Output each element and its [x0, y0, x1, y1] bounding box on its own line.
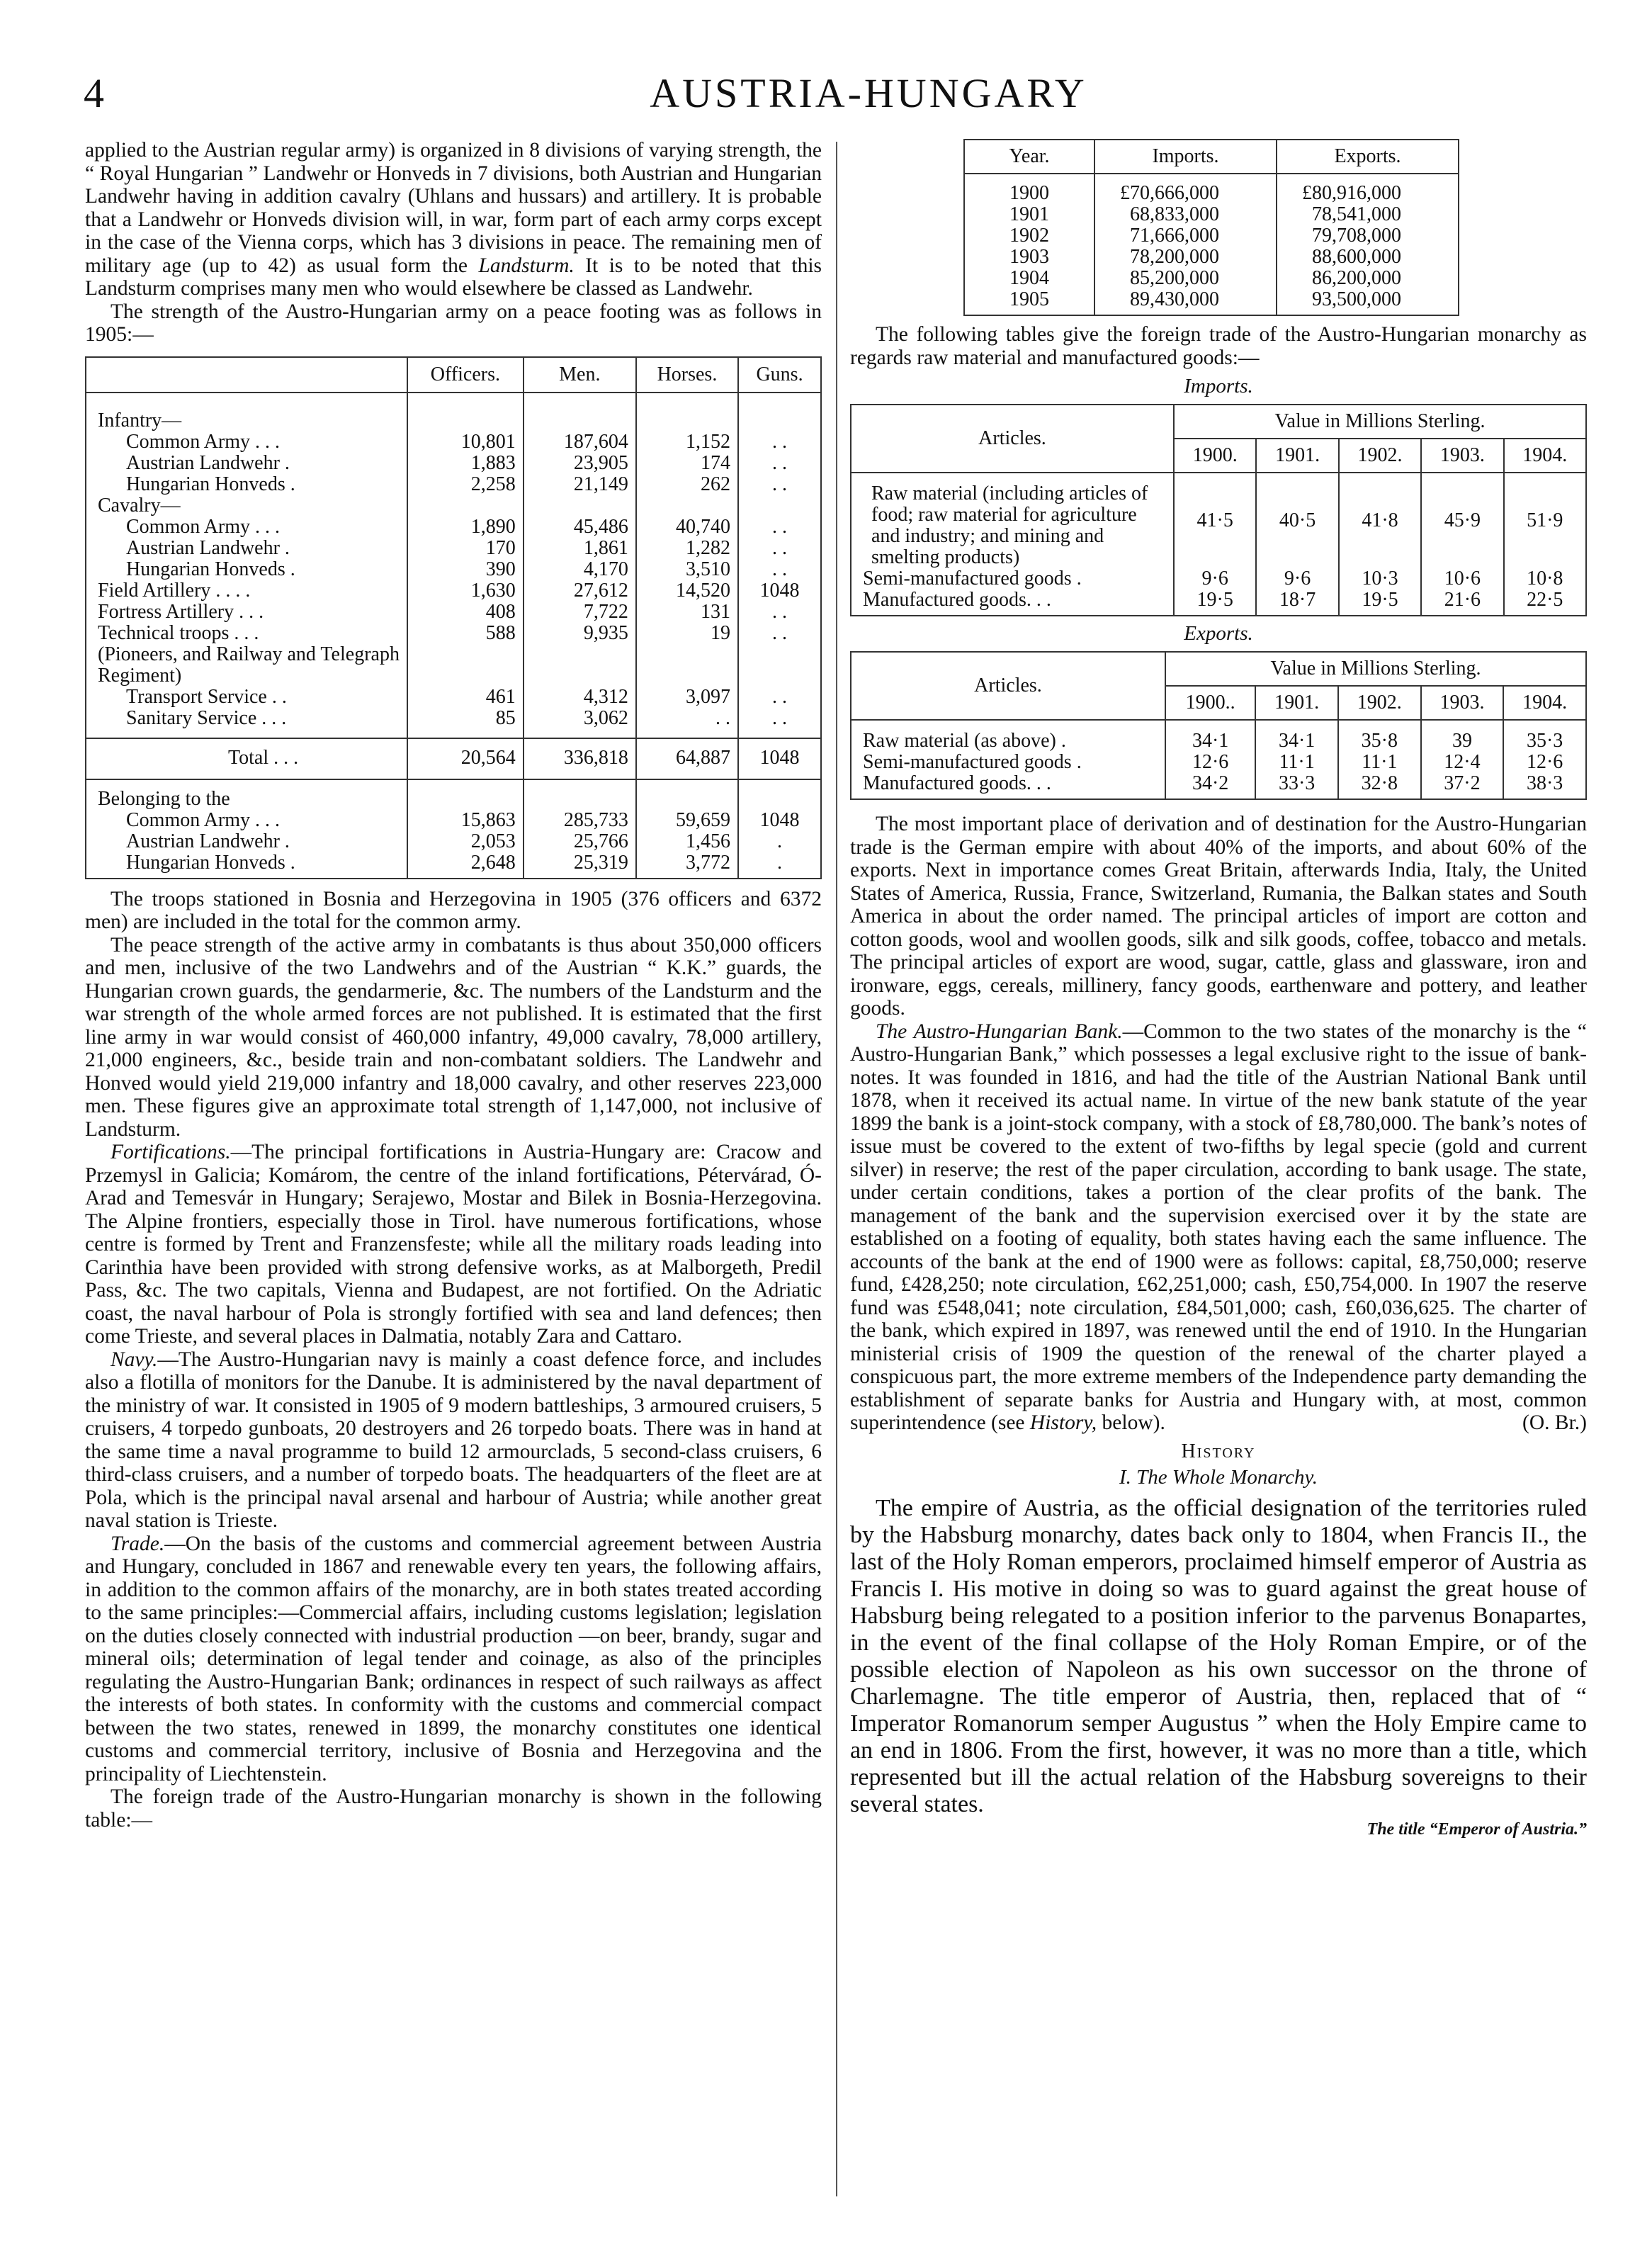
table-header: Exports. — [1277, 140, 1459, 174]
table-header: Imports. — [1094, 140, 1277, 174]
imports-table — [850, 404, 1587, 616]
table-header: Articles. — [851, 652, 1165, 720]
table-row: Hungarian Honveds . 2,648 25,319 3,772 . — [86, 852, 821, 879]
paragraph: Navy.—The Austro-Hungarian navy is mainly a coast defence force, and includes also a flotilla of monitors for the Danube. It is administered by the naval department of the ministry of war. It consisted in 1905 of 9 modern battleships, 3 armoured cruisers, 5 cruisers, 4 torpedo gunboats, 20 destroyers and 26 torpedo boats. There was in hand at the same time a naval programme to build 12 armourclads, 5 second-class cruisers, 6 third-class cruisers, and a number of torpedo boats. The headquarters of the fleet are at Pola, which is the principal naval arsenal and harbour of Austria; while another great naval station is Trieste. — [85, 1348, 822, 1532]
table-group: Cavalry— — [98, 494, 181, 517]
paragraph: The Austro-Hungarian Bank.—Common to the two states of the monarchy is the “ Austro-Hungarian Bank,” which possesses a legal exclusive right to the issue of bank-notes. It was founded in 1816, and had the title of the Austrian National Bank until 1878, when it received its actual name. In virtue of the new bank statute of the year 1899 the bank is a joint-stock company, with a stock of £8,780,000. The bank’s notes of issue must be covered to the extent of two-fifths by legal specie (gold and current silver) in reserve; the rest of the paper circulation, according to bank usage. The state, under certain conditions, takes a portion of the clear profits of the bank. The management of the bank and the supervision exercised over it by the state are established on a footing of equality, both states having each the same influence. The accounts of the bank at the end of 1900 were as follows: capital, £8,750,000; reserve fund, £428,250; note circulation, £62,251,000; cash, £50,754,000. In 1907 the reserve fund was £548,041; note circulation, £84,501,000; cash, £60,036,625. The charter of the bank, which expired in 1897, was renewed until the end of 1910. In the Hungarian ministerial crisis of 1909 the question of the renewal of the charter played a conspicuous part, the more extreme members of the Independence party demanding the establishment of separate banks for Austria and Hungary with, at most, common superintendence (see History, below). (O. Br.) — [850, 1020, 1587, 1434]
table-row: Hungarian Honveds . 390 4,170 3,510 . . — [86, 559, 821, 580]
table-row: Raw material (including articles of food; raw material for agriculture and industry; and mining and smelting products) 41·5 40·5 41·8 45·9 51·9 — [851, 473, 1586, 568]
table-row: Common Army . . . 15,863 285,733 59,659 1048 — [86, 810, 821, 831]
table-header: Officers. — [407, 357, 524, 393]
section-title: History — [1181, 1440, 1256, 1462]
year-header: 1901. — [1255, 686, 1338, 720]
table-group: Infantry— — [98, 409, 182, 431]
table-header: Value in Millions Sterling. — [1174, 405, 1586, 439]
paragraph: Fortifications.—The principal fortifications in Austria-Hungary are: Cracow and Przemysl in Galicia; Komárom, the centre of the inland fortifications, Pétervárad, Ó-Arad and Temesvár in Hungary; Serajewo, Mostar and Bilek in Bosnia-Herzegovina. The Alpine frontiers, especially those in Tirol. have numerous fortifications, whose centre is formed by Trent and Franzensfeste; while all the military roads leading into Carinthia have been provided with strong defensive works, as at Malborgeth, Predil Pass, &c. The two capitals, Vienna and Budapest, are not fortified. On the Adriatic coast, the naval harbour of Pola is strongly fortified with sea and land defences; then come Trieste, and several places in Dalmatia, notably Zara and Cattaro. — [85, 1141, 822, 1348]
section-subtitle: I. The Whole Monarchy. — [1119, 1465, 1318, 1489]
author-signature: (O. Br.) — [1522, 1411, 1587, 1434]
table-row: Common Army . . . 1,890 45,486 40,740 . . — [86, 517, 821, 538]
margin-note: The title “Emperor of Austria.” — [1367, 1819, 1587, 1839]
table-row: Manufactured goods. . . 19·5 18·7 19·5 21·6 22·5 — [851, 589, 1586, 616]
table-row: Semi-manufactured goods . 9·6 9·6 10·3 10·6 10·8 — [851, 568, 1586, 589]
column-divider — [836, 142, 837, 2196]
table-header: Guns. — [738, 357, 821, 393]
table-header: Year. — [964, 140, 1094, 174]
table-row: Technical troops . . . 588 9,935 19 . . — [86, 623, 821, 644]
table-header — [86, 357, 407, 393]
paragraph: The following tables give the foreign trade of the Austro-Hungarian monarchy as regards raw material and manufactured goods:— — [850, 323, 1587, 369]
year-header: 1903. — [1421, 439, 1503, 473]
paragraph: The troops stationed in Bosnia and Herzegovina in 1905 (376 officers and 6372 men) are included in the total for the common army. — [85, 887, 822, 933]
table-row: Austrian Landwehr . 2,053 25,766 1,456 . — [86, 831, 821, 852]
table-row: Austrian Landwehr . 170 1,861 1,282 . . — [86, 538, 821, 559]
table-group: Belonging to the — [86, 779, 407, 810]
table-header: Articles. — [851, 405, 1174, 473]
year-header: 1901. — [1256, 439, 1338, 473]
table-header: Men. — [524, 357, 636, 393]
table-row: Transport Service . . 461 4,312 3,097 . . — [86, 687, 821, 708]
table-caption: Imports. — [1184, 375, 1253, 397]
table-row: Semi-manufactured goods . 12·6 11·1 11·1 12·4 12·6 — [851, 752, 1586, 773]
table-note: (Pioneers, and Railway and Telegraph Regiment) — [98, 643, 400, 687]
table-row: Austrian Landwehr . 1,883 23,905 174 . . — [86, 453, 821, 474]
table-header: Horses. — [636, 357, 738, 393]
exports-table — [850, 651, 1587, 800]
table-row: 1900 1901 1902 1903 1904 1905 £70,666,000 68,833,000 71,666,000 78,200,000 85,200,000 89,430,000 £80,916,000 78,541,000 79,708,000 88,600,000 86,200,000 93,500,000 — [964, 174, 1459, 315]
paragraph: The most important place of derivation and of destination for the Austro-Hungarian trade is the German empire with about 40% of the imports, and about 60% of the exports. Next in importance comes Great Britain, afterwards India, Italy, the United States of America, Russia, France, Switzerland, Rumania, the Balkan states and South America in about the order named. The principal articles of import are cotton and cotton goods, wool and woollen goods, silk and silk goods, coffee, tobacco and metals. The principal articles of export are wood, sugar, cattle, glass and glassware, iron and ironware, eggs, cereals, millinery, fancy goods, earthenware and pottery, and leather goods. — [850, 813, 1587, 1020]
year-header: 1904. — [1503, 686, 1586, 720]
year-header: 1902. — [1338, 686, 1421, 720]
paragraph: The foreign trade of the Austro-Hungarian monarchy is shown in the following table:— — [85, 1785, 822, 1832]
table-row: Raw material (as above) . 34·1 34·1 35·8 39 35·3 — [851, 720, 1586, 752]
page-number: 4 — [84, 70, 104, 116]
table-header: Value in Millions Sterling. — [1165, 652, 1586, 686]
year-header: 1903. — [1421, 686, 1504, 720]
table-row: Sanitary Service . . . 85 3,062 . . . . — [86, 708, 821, 738]
table-total-row: Total . . . 20,564 336,818 64,887 1048 — [86, 738, 821, 779]
paragraph: The strength of the Austro-Hungarian army on a peace footing was as follows in 1905:— — [85, 300, 822, 346]
table-row: Hungarian Honveds . 2,258 21,149 262 . . — [86, 474, 821, 495]
table-row: Fortress Artillery . . . 408 7,722 131 . . — [86, 602, 821, 623]
right-column — [850, 139, 1587, 1838]
paragraph: The empire of Austria, as the official designation of the territories ruled by the Habsburg monarchy, dates back only to 1804, when Francis II., the last of the Holy Roman emperors, proclaimed himself emperor of Austria as Francis I. His motive in doing so was to guard against the great house of Habsburg being relegated to a position inferior to the parvenus Bonapartes, in the event of the final collapse of the Holy Roman Empire, or of the possible election of Napoleon as his own successor on the throne of Charlemagne. The title emperor of Austria, then, replaced that of “ Imperator Romanorum semper Augustus ” when the Holy Empire came to an end in 1806. From the first, however, it was no more than a title, which represented but ill the actual relation of the Habsburg sovereigns to their several states. — [850, 1494, 1587, 1817]
year-header: 1900.. — [1165, 686, 1255, 720]
year-header: 1902. — [1339, 439, 1421, 473]
year-header: 1900. — [1174, 439, 1256, 473]
foreign-trade-table — [963, 139, 1459, 316]
paragraph: applied to the Austrian regular army) is organized in 8 divisions of varying strength, the “ Royal Hungarian ” Landwehr or Honveds in 7 divisions, both Austrian and Hungarian Landwehr having in addition cavalry (Uhlans and hussars) and artillery. It is probable that a Landwehr or Honveds division will, in war, form part of each army corps except in the case of the Vienna corps, which has 3 divisions in peace. The remaining men of military age (up to 42) as usual form the Landsturm. It is to be noted that this Landsturm comprises many men who would elsewhere be classed as Landwehr. — [85, 139, 822, 300]
paragraph: The peace strength of the active army in combatants is thus about 350,000 officers and men, inclusive of the two Landwehrs and of the Austrian “ K.K.” guards, the Hungarian crown guards, the gendarmerie, &c. The numbers of the Landsturm and the war strength of the whole armed forces are not published. It is estimated that the first line army in war would consist of 460,000 infantry, 49,000 cavalry, 78,000 artillery, 21,000 engineers, &c., beside train and non-combatant soldiers. The Landwehr and Honved would yield 219,000 infantry and 18,000 cavalry, and other reserves 223,000 men. These figures give an approximate total strength of 1,147,000, not inclusive of Landsturm. — [85, 933, 822, 1141]
running-title: AUSTRIA-HUNGARY — [650, 70, 1087, 116]
table-row: Field Artillery . . . . 1,630 27,612 14,520 1048 — [86, 580, 821, 602]
paragraph: Trade.—On the basis of the customs and commercial agreement between Austria and Hungary, concluded in 1867 and renewable every ten years, the following affairs, in addition to the common affairs of the monarchy, are in both states treated according to the same principles:—Commercial affairs, including customs legislation; legislation on the duties closely connected with industrial production —on beer, brandy, sugar and mineral oils; determination of legal tender and coinage, as also of the principles regulating the Austro-Hungarian Bank; ordinances in respect of such railways as affect the interests of both states. In conformity with the customs and commercial compact between the two states, renewed in 1899, the monarchy constitutes one identical customs and commercial territory, inclusive of Bosnia and Herzegovina and the principality of Liechtenstein. — [85, 1532, 822, 1785]
army-strength-table — [85, 356, 822, 879]
table-row: Manufactured goods. . . 34·2 33·3 32·8 37·2 38·3 — [851, 773, 1586, 799]
history-block — [850, 1495, 1587, 1838]
table-row: Common Army . . . 10,801 187,604 1,152 . . — [86, 431, 821, 453]
left-column — [85, 139, 822, 1832]
table-caption: Exports. — [1184, 622, 1253, 645]
year-header: 1904. — [1504, 439, 1586, 473]
